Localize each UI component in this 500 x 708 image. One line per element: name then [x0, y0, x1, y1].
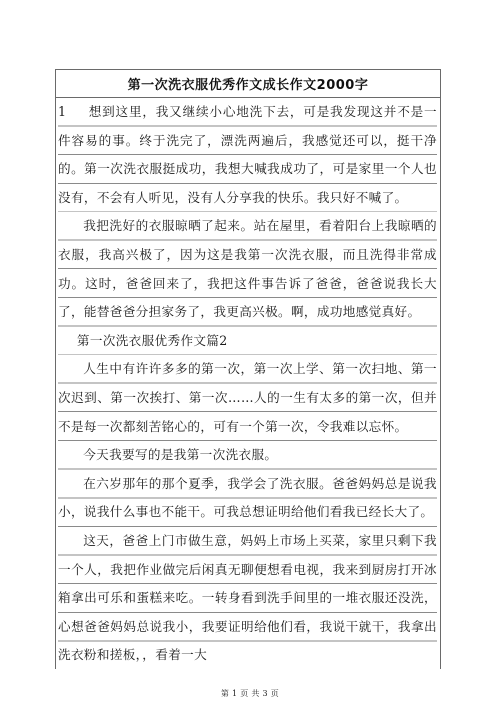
paragraph-2: 我把洗好的衣服晾晒了起来。站在屋里，看着阳台上我晾晒的衣服，我高兴极了，因为这是我第一次洗衣服，而且洗得非常成功。这时，爸爸回来了，我把这件事告诉了爸爸，爸爸说我长大了，能替爸爸分担家务了，我更高兴极。啊，成功地感觉真好。 — [58, 212, 437, 326]
section-heading: 第一次洗衣服优秀作文篇2 — [58, 327, 437, 356]
document-title: 第一次洗衣服优秀作文成长作文2000字 — [127, 78, 369, 93]
paragraph-4: 今天我要写的是我第一次洗衣服。 — [58, 441, 437, 470]
title-row — [56, 70, 440, 98]
essay-table — [55, 69, 441, 669]
paragraph-marker: 1 — [58, 104, 67, 119]
paragraph-6: 这天，爸爸上门市做生意，妈妈上市场上买菜，家里只剩下我一个人，我把作业做完后闲真无聊便想看电视，我来到厨房打开冰箱拿出可乐和蛋糕来吃。一转身看到洗手间里的一堆衣服还没洗，心想爸爸妈妈总说我小，我要证明给他们看，我说干就干，我拿出洗衣粉和搓板，，看着一大 — [58, 527, 437, 669]
paragraph-1-text: 想到这里，我又继续小心地洗下去，可是我发现这并不是一件容易的事。终于洗完了，漂洗两遍后，我感觉还可以，挺干净的。第一次洗衣服挺成功，我想大喊我成功了，可是家里一个人也没有，不会有人听见，没有人分享我的快乐。我只好不喊了。 — [58, 104, 437, 205]
paragraph-5: 在六岁那年的那个夏季，我学会了洗衣服。爸爸妈妈总是说我小，说我什么事也不能干。可我总想证明给他们看我已经长大了。 — [58, 470, 437, 527]
paragraph-3: 人生中有许许多多的第一次，第一次上学、第一次扫地、第一次迟到、第一次挨打、第一次……人的一生有太多的第一次，但并不是每一次都刻苦铭心的，可有一个第一次，令我难以忘怀。 — [58, 355, 437, 441]
paragraph-1 — [58, 98, 437, 212]
essay-body — [56, 98, 440, 669]
page-footer: 第 1 页 共 3 页 — [220, 689, 280, 698]
